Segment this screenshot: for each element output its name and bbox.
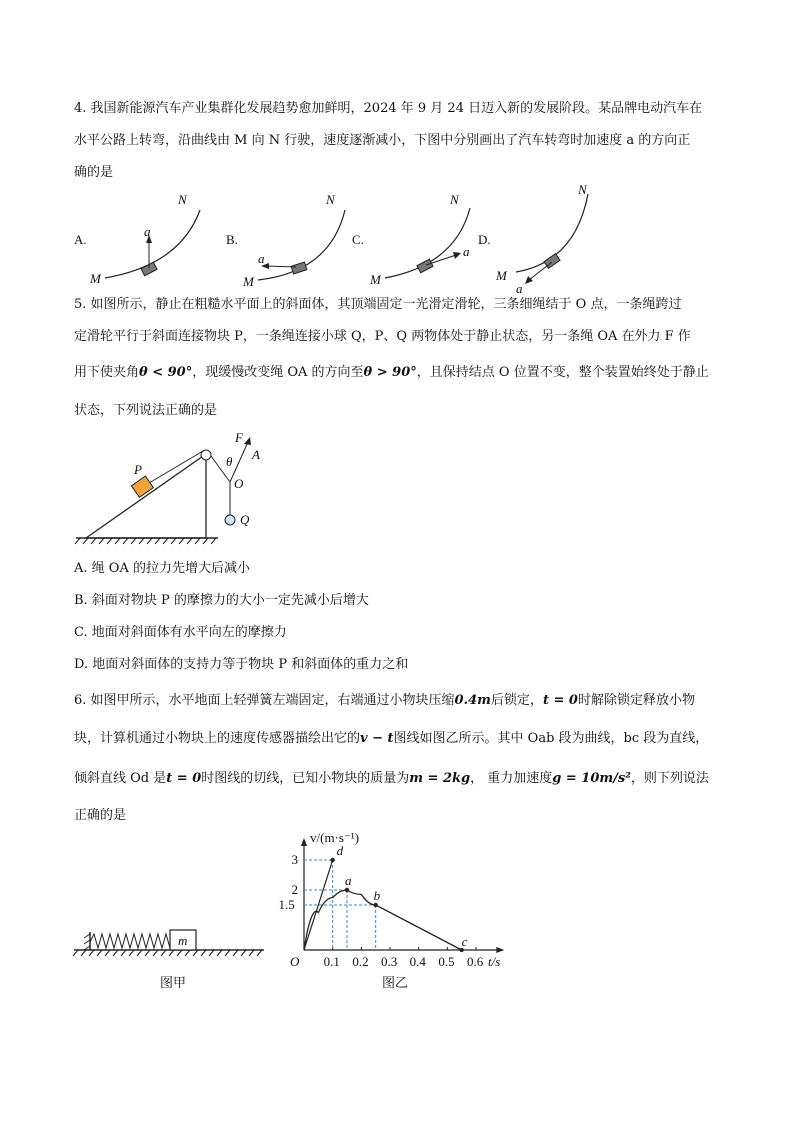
y-tick-label: 3 (291, 852, 298, 867)
q4-d-label-N: N (578, 182, 587, 197)
q6-line3-part2: 时图线的切线，已知小物块的质量为 (201, 771, 410, 786)
q4-c-label-N: N (450, 192, 459, 207)
q6-spring (90, 934, 176, 948)
q4-a-label-a: a (144, 224, 151, 239)
q5-option-a: A. 绳 OA 的拉力先增大后减小 (74, 561, 250, 576)
q4-a-label-N: N (178, 192, 187, 207)
q6-line2-part2: 图线如图乙所示。其中 Oab 段为曲线，bc 段为直线， (393, 731, 709, 746)
y-tick-label: 2 (291, 882, 298, 897)
q6-math-compression: 0.4m (454, 693, 491, 708)
q5-line3-part2: ，现缓慢改变绳 OA 的方向至 (192, 365, 364, 380)
q5-label-P: P (134, 462, 142, 477)
q4-stem-line1: 4. 我国新能源汽车产业集群化发展趋势愈加鲜明，2024 年 9 月 24 日迈入新的发展阶段。某品牌电动汽车在 (74, 101, 703, 116)
q5-label-A: A (252, 447, 260, 462)
q4-c-arrow (426, 255, 456, 265)
x-axis-arrowhead (496, 947, 504, 953)
point-b (373, 903, 377, 907)
q6-stem-line2 (74, 729, 734, 749)
x-tick-label: 0.4 (409, 954, 426, 969)
x-axis-label: t/s (488, 954, 501, 969)
point-a (345, 888, 349, 892)
q5-math-theta-gt: θ > 90° (363, 365, 417, 380)
q4-c-arrowhead (453, 252, 461, 259)
q6-line3-part4: ，则下列说法 (630, 771, 709, 786)
q5-stem-line1: 5. 如图所示，静止在粗糙水平面上的斜面体，其顶端固定一光滑定滑轮，三条细绳结于 O 点，一条绳跨过 (74, 297, 682, 312)
q5-label-F: F (235, 430, 243, 445)
q6-math-t0: t = 0 (542, 693, 578, 708)
point-label-b: b (373, 888, 381, 903)
point-label-d: d (336, 843, 344, 858)
q5-line3-part3: ，且保持结点 O 位置不变，整个装置始终处于静止 (416, 365, 709, 380)
x-tick-label: 0.6 (467, 954, 484, 969)
q6-stem-line4: 正确的是 (74, 808, 127, 823)
q6-math-vt: v − t (360, 731, 394, 746)
q6-wall-hatch (84, 934, 90, 950)
q5-math-theta-lt: θ < 90° (139, 365, 193, 380)
q4-c-label-a: a (463, 244, 470, 259)
q6-math-mass: m = 2kg (409, 771, 471, 786)
q4-options-figure (0, 180, 794, 296)
q4-d-label-a: a (516, 281, 523, 296)
q4-c-car (417, 259, 433, 273)
q4-option-a-label: A. (74, 232, 87, 247)
origin-label: O (290, 954, 300, 969)
q5-stem-line4: 状态，下列说法正确的是 (74, 403, 218, 418)
q6-math-t0b: t = 0 (166, 771, 202, 786)
point-label-a: a (345, 873, 352, 888)
q4-stem-line2: 水平公路上转弯，沿曲线由 M 向 N 行驶，速度逐渐减小，下图中分别画出了汽车转弯时加速度 a 的方向正 (74, 133, 691, 148)
q5-option-b: B. 斜面对物块 P 的摩擦力的大小一定先减小后增大 (74, 593, 369, 608)
x-tick-label: 0.5 (438, 954, 455, 969)
x-tick-label: 0.2 (352, 954, 369, 969)
y-axis-arrowhead (301, 838, 307, 846)
q4-b-car (291, 262, 307, 274)
x-tick-label: 0.1 (323, 954, 340, 969)
q5-incline-figure (72, 426, 292, 556)
q4-option-b-label: B. (226, 232, 238, 247)
q4-a-label-M: M (90, 271, 101, 286)
q5-arrow-f-head (244, 437, 251, 445)
q5-label-theta: θ (226, 454, 233, 469)
q4-b-label-a: a (258, 251, 265, 266)
point-label-c: c (461, 934, 468, 949)
q5-option-d: D. 地面对斜面体的支持力等于物块 P 和斜面体的重力之和 (74, 657, 409, 672)
q6-line1-part2: 后锁定， (490, 693, 543, 708)
q6-stem-line1 (74, 691, 734, 711)
q4-b-label-N: N (326, 192, 335, 207)
q4-d-label-M: M (496, 268, 507, 283)
q6-ground-hatch (73, 950, 262, 956)
y-axis-label: v/(m·s⁻¹) (310, 830, 360, 845)
x-tick-label: 0.3 (381, 954, 398, 969)
q4-b-label-M: M (243, 274, 254, 289)
q6-line3-part1: 倾斜直线 Od 是 (74, 771, 167, 786)
q6-math-gravity: g = 10m/s² (552, 771, 631, 786)
q5-incline (86, 454, 206, 538)
series-vt-curve (304, 890, 462, 950)
q4-option-c-label: C. (352, 232, 364, 247)
q6-line1-part3: 时解除锁定释放小物 (577, 693, 695, 708)
q5-block-p (131, 476, 153, 497)
point-d (330, 858, 334, 862)
q5-stem-line2: 定滑轮平行于斜面连接物块 P，一条绳连接小球 Q，P、Q 两物体处于静止状态，另一条绳 OA 在外力 F 作 (74, 329, 691, 344)
q5-stem-line3 (74, 363, 734, 383)
q6-line3-part3: ， 重力加速度 (470, 771, 553, 786)
tangent-line-od (304, 860, 333, 950)
q5-option-c: C. 地面对斜面体有水平向左的摩擦力 (74, 625, 287, 640)
q5-line3-part1: 用下使夹角 (74, 365, 140, 380)
q5-label-O: O (234, 476, 244, 491)
q6-caption-jia: 图甲 (160, 976, 187, 991)
q6-line2-part1: 块，计算机通过小物块上的速度传感器描绘出它的 (74, 731, 361, 746)
q5-ball-q (225, 515, 235, 525)
q6-stem-line3 (74, 769, 734, 789)
q6-vt-chart (278, 830, 564, 978)
q5-label-Q: Q (240, 512, 250, 527)
q6-caption-yi: 图乙 (382, 976, 409, 991)
q6-block-label: m (178, 933, 188, 948)
q4-stem-line3: 确的是 (74, 165, 114, 180)
q5-rope-p (144, 451, 203, 486)
q4-c-label-M: M (370, 272, 381, 287)
q5-ground-hatch (75, 538, 216, 544)
y-tick-label: 1.5 (278, 897, 295, 912)
q6-line1-part1: 6. 如图甲所示，水平地面上轻弹簧左端固定，右端通过小物块压缩 (74, 693, 455, 708)
q4-option-d-label: D. (478, 232, 491, 247)
